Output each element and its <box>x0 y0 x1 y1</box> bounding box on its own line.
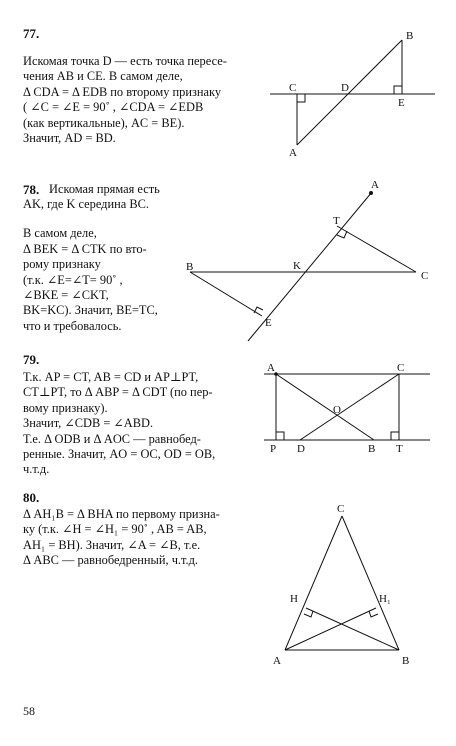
label-c: C <box>397 362 405 374</box>
label-b: B <box>186 261 194 273</box>
text-line: Δ ABC — равнобедренный, ч.т.д. <box>23 553 199 568</box>
text-line: ку (т.к. ∠H = ∠H₁ = 90˚ , AB = AB, <box>23 522 207 537</box>
right-angle-h <box>304 611 313 617</box>
text-line: CT⊥PT, то Δ ABP = Δ CDT (по пер- <box>23 385 213 400</box>
label-k: K <box>293 260 301 272</box>
label-a: A <box>267 362 275 374</box>
label-e: E <box>265 317 272 329</box>
label-d: D <box>341 82 349 94</box>
label-c: C <box>289 82 297 94</box>
label-t: T <box>396 443 403 455</box>
side-ac <box>285 516 342 650</box>
text-line: Искомая прямая есть <box>49 182 160 196</box>
text-line: (как вертикальные), AC = BE). <box>23 115 185 130</box>
text-line: Δ AH₁B = Δ BHA по первому призна- <box>23 507 220 521</box>
label-a: A <box>273 655 281 667</box>
problem-79-number: 79. <box>23 352 40 367</box>
text-line: Т.е. Δ ODB и Δ AOC — равнобед- <box>23 431 201 446</box>
text-line: ч.т.д. <box>23 462 50 477</box>
page-number: 58 <box>23 704 35 718</box>
label-t: T <box>333 215 340 227</box>
text-line: рому признаку <box>23 257 101 272</box>
right-angle-h1 <box>369 611 378 617</box>
text-line: вому признаку). <box>23 400 108 415</box>
label-b: B <box>406 30 414 42</box>
label-e: E <box>398 97 405 109</box>
problem-80-number: 80. <box>23 490 40 505</box>
text-line: чения AB и CE. В самом деле, <box>23 69 183 84</box>
label-h1: H₁ <box>379 593 391 605</box>
text-line: (т.к. ∠E=∠T= 90˚ , <box>23 272 123 287</box>
text-line: Искомая точка D — есть точка пересе- <box>23 54 227 68</box>
text-line: BK=KC). Значит, BE=TC, <box>23 303 158 318</box>
label-c: C <box>337 503 345 515</box>
text-line: Значит, ∠CDB = ∠ABD. <box>23 416 154 431</box>
text-line: ∠BKE = ∠CKT, <box>23 288 109 303</box>
text-line: Значит, AD = BD. <box>23 131 116 146</box>
label-a: A <box>371 179 379 191</box>
altitude-ah1 <box>285 608 376 650</box>
label-b: B <box>402 655 410 667</box>
problem-77-number: 77. <box>23 26 40 41</box>
label-c: C <box>421 270 429 282</box>
label-h: H <box>290 593 298 605</box>
text-line: Δ CDA = Δ EDB по второму признаку <box>23 84 222 99</box>
label-p: P <box>270 443 277 455</box>
altitude-bh <box>306 608 399 650</box>
problem-78-number: 78. <box>23 182 40 197</box>
text-line: AK, где K середина BC. <box>23 197 149 211</box>
label-d: D <box>297 443 305 455</box>
text-line: Т.к. AP = CT, AB = CD и AP⊥PT, <box>23 370 199 384</box>
text-line: ренные. Значит, AO = OC, OD = OB, <box>23 447 216 462</box>
text-line: что и требовалось. <box>23 318 122 333</box>
side-bc <box>342 516 399 650</box>
text-line: AH₁ = BH). Значит, ∠A = ∠B, т.е. <box>23 537 201 552</box>
text-line: В самом деле, <box>23 226 97 241</box>
text-line: Δ BEK = Δ CTK по вто- <box>23 241 147 256</box>
label-a: A <box>289 147 297 159</box>
label-b: B <box>368 443 376 455</box>
text-line: ( ∠C = ∠E = 90˚ , ∠CDA = ∠EDB <box>23 100 204 115</box>
label-o: O <box>333 404 341 416</box>
